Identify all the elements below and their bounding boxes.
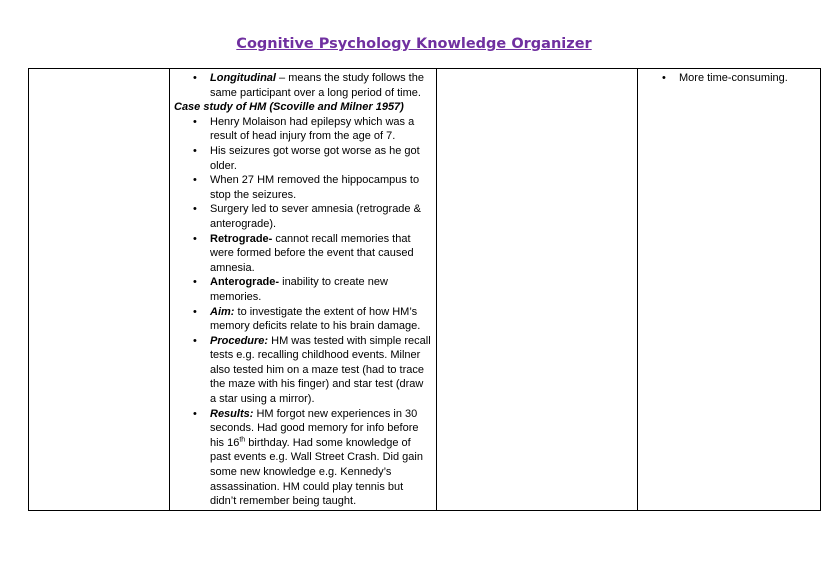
text-longitudinal: – means the study follows the same participant over a long period of time.: [210, 72, 424, 99]
list-item-text: HM was tested with simple recall tests e.g. recalling childhood events. Milner also tested him on a maze test (had to trace the maze with his finger) and star test (draw a star using a mirror).: [210, 334, 431, 406]
list-item-aim: [174, 305, 432, 334]
list-item: [642, 71, 816, 86]
table-row: [29, 69, 821, 511]
list-item-text: Henry Molaison had epilepsy which was a result of head injury from the age of 7.: [210, 115, 415, 143]
term-longitudinal: Longitudinal: [210, 72, 276, 84]
results-superscript: th: [239, 436, 246, 444]
list-item-text: More time-consuming.: [679, 72, 788, 84]
case-study-list: [174, 115, 432, 509]
table-cell-empty-3: [437, 69, 638, 511]
list-item-anterograde: [174, 275, 432, 304]
results-text-after: birthday. Had some knowledge of past events e.g. Wall Street Crash. Did gain some new knowledge e.g. Kennedy’s assassination. HM could play tennis but didn’t remember being taught.: [210, 436, 423, 508]
case-study-heading: Case study of HM (Scoville and Milner 1957): [174, 101, 404, 114]
list-item-text: His seizures got worse got worse as he got older.: [210, 144, 420, 172]
list-item-text: to investigate the extent of how HM’s memory deficits relate to his brain damage.: [210, 305, 421, 333]
list-item-retrograde: [174, 232, 432, 276]
list-item: [174, 115, 432, 144]
list-item-text: Surgery led to sever amnesia (retrograde & anterograde).: [210, 203, 421, 230]
results-text-before: HM forgot new experiences in 30 seconds. Had good memory for info before his 16: [210, 407, 419, 449]
term-results: Results:: [210, 407, 254, 420]
term-retrograde: Retrograde-: [210, 232, 273, 245]
term-aim: Aim:: [210, 305, 235, 318]
table-cell-content: [170, 69, 437, 511]
list-item: [174, 173, 432, 202]
longitudinal-list: [174, 71, 432, 100]
list-item-text: cannot recall memories that were formed before the event that caused amnesia.: [210, 232, 414, 274]
list-item-results: [174, 407, 432, 509]
list-item-procedure: [174, 334, 432, 407]
table-cell-evaluation: [638, 69, 821, 511]
list-item: [174, 202, 432, 231]
list-item-longitudinal: [174, 71, 432, 100]
table-cell-empty-1: [29, 69, 170, 511]
page-title: Cognitive Psychology Knowledge Organizer: [236, 36, 592, 52]
list-item: [174, 144, 432, 173]
list-item-text: When 27 HM removed the hippocampus to stop the seizures.: [210, 174, 420, 201]
term-anterograde: Anterograde-: [210, 276, 280, 289]
knowledge-organizer-table: [28, 68, 821, 511]
term-procedure: Procedure:: [210, 334, 269, 347]
list-item-text: inability to create new memories.: [210, 276, 388, 303]
evaluation-list: [642, 71, 816, 86]
